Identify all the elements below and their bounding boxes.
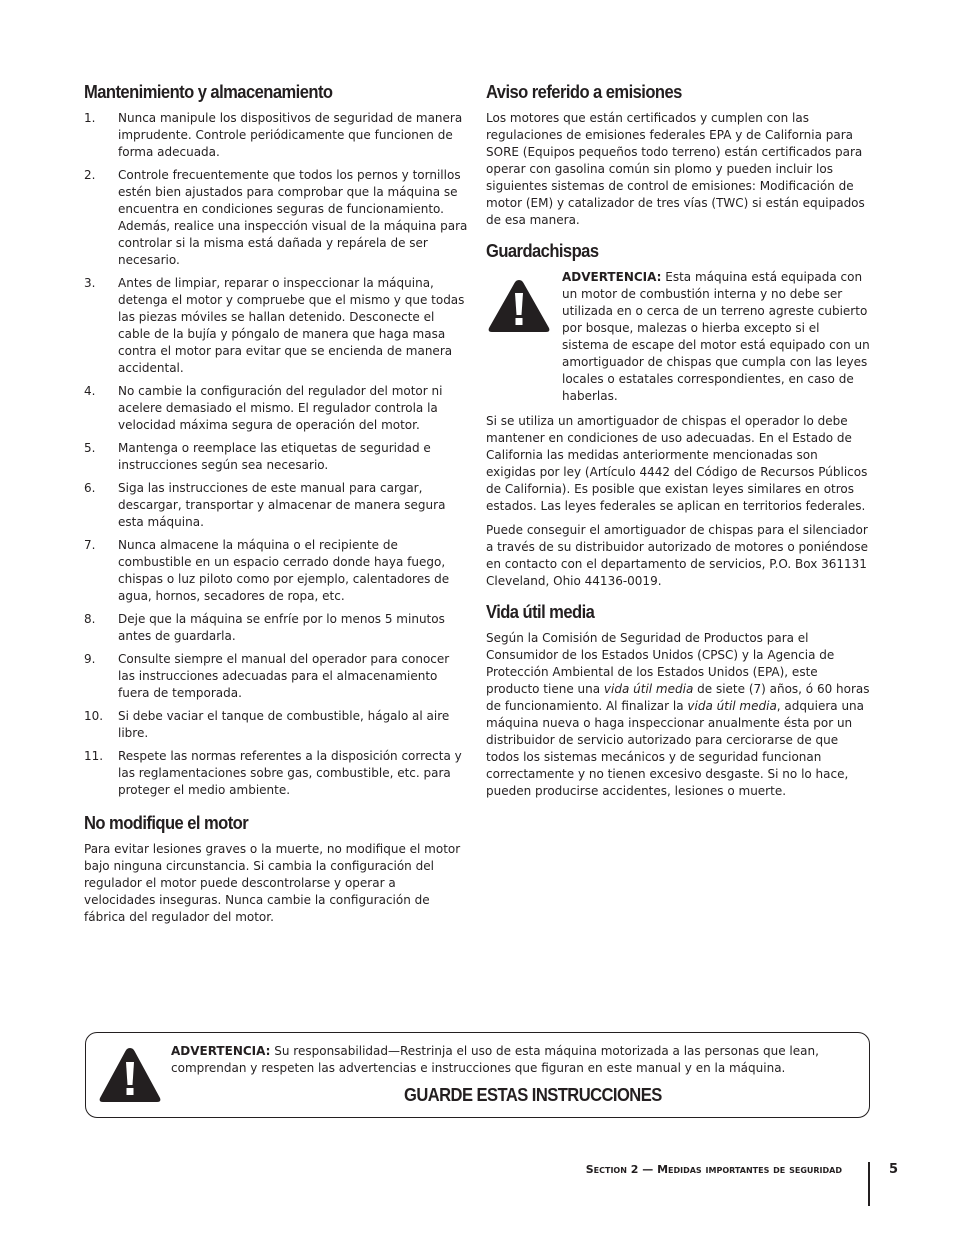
spark-warning-text: Esta máquina está equipada con un motor de combustión interna y no debe ser utilizada en o cerca de un terreno agreste cubierto por bosque, malezas o hierba excepto si el sistema de escape del motor está equipado con un amortiguador de chispas que cumpla con las leyes locales o estatales correspondientes, en caso de haberlas. <box>562 270 870 403</box>
list-item-text: Siga las instrucciones de este manual para cargar, descargar, transportar y almacenar de manera segura esta máquina. <box>118 481 446 529</box>
list-item <box>84 537 468 605</box>
maintenance-heading: Mantenimiento y almacenamiento <box>84 82 333 102</box>
list-item-number: 8. <box>84 612 96 626</box>
list-item-number: 2. <box>84 168 96 182</box>
page-number: 5 <box>889 1162 899 1177</box>
list-item <box>84 275 468 377</box>
list-item-number: 5. <box>84 441 96 455</box>
list-item <box>84 480 468 531</box>
useful-life-text-a: Según la Comisión de Seguridad de Productos para el Consumidor de los Estados Unidos (CPSC) y la Agencia de Protección Ambiental de los Estados Unidos (EPA), este producto tiene una <box>486 631 835 696</box>
useful-life-heading: Vida útil media <box>486 602 595 622</box>
list-item <box>84 110 468 161</box>
list-item-text: Si debe vaciar el tanque de combustible, hágalo al aire libre. <box>118 709 450 740</box>
useful-life-text-c: , adquiera una máquina nueva o haga inspeccionar anualmente ésta por un distribuidor de servicio autorizado para cerciorarse de que todos los sistemas mecánicos y de seguridad funcionan correctamente y no tienen excesivo desgaste. Si no lo hace, pueden producirse accidentes, lesiones o muerte. <box>486 699 865 798</box>
list-item-text: Controle frecuentemente que todos los pernos y tornillos estén bien ajustados para comprobar que la máquina se encuentra en condiciones seguras de funcionamiento. Además, realice una inspección visual de la máquina para controlar si la misma está dañada y repárela de ser necesario. <box>118 168 468 267</box>
warning-body: Su responsabilidad—Restrinja el uso de esta máquina motorizada a las personas que lean, comprendan y respeten las advertencias e instrucciones que figuran en este manual y en la máquina. <box>171 1044 819 1075</box>
list-item <box>84 651 468 702</box>
emissions-heading: Aviso referido a emisiones <box>486 82 682 102</box>
warning-triangle-icon <box>486 277 552 335</box>
no-modify-heading: No modifique el motor <box>84 813 249 833</box>
useful-life-emphasis-1: vida útil media <box>603 682 694 696</box>
list-item-number: 10. <box>84 709 104 723</box>
list-item-text: Mantenga o reemplace las etiquetas de seguridad e instrucciones según sea necesario. <box>118 441 431 472</box>
warning-label: ADVERTENCIA: <box>171 1044 271 1058</box>
list-item-number: 7. <box>84 538 96 552</box>
list-item-text: Antes de limpiar, reparar o inspeccionar la máquina, detenga el motor y compruebe que el mismo y que todas las piezas móviles se hallan detenido. Desconecte el cable de la bujía y póngalo de manera que haga masa contra el motor para evitar que se encienda de manera accidental. <box>118 276 465 375</box>
list-item <box>84 611 468 645</box>
responsibility-warning-text <box>171 1043 851 1077</box>
spark-paragraph-2: Puede conseguir el amortiguador de chispas para el silenciador a través de su distribuidor autorizado de motores o poniéndose en contacto con el departamento de servicios, P.O. Box 361131 Cleveland, Ohio 44136-0019. <box>486 523 868 588</box>
list-item <box>84 383 468 434</box>
useful-life-text-b: de siete (7) años, ó 60 horas de funcionamiento. Al finalizar la <box>486 682 870 713</box>
list-item-text: Respete las normas referentes a la disposición correcta y las reglamentaciones sobre gas, combustible, etc. para proteger el medio ambiente. <box>118 749 462 797</box>
section-footer: Section 2 — Medidas importantes de seguridad <box>585 1163 842 1176</box>
list-item-number: 11. <box>84 749 104 763</box>
no-modify-paragraph: Para evitar lesiones graves o la muerte, no modifique el motor bajo ninguna circunstancia. Si cambia la configuración del regulador el motor puede descontrolarse y operar a velocidades inseguras. Nunca cambie la configuración de fábrica del regulador del motor. <box>84 842 461 924</box>
spark-warning-label: ADVERTENCIA: <box>562 270 662 284</box>
list-item <box>84 708 468 742</box>
keep-instructions-heading: GUARDE ESTAS INSTRUCCIONES <box>404 1085 662 1105</box>
useful-life-paragraph <box>486 630 870 800</box>
list-item-number: 1. <box>84 111 96 125</box>
list-item-number: 4. <box>84 384 96 398</box>
emissions-paragraph: Los motores que están certificados y cumplen con las regulaciones de emisiones federales EPA y de California para SORE (Equipos pequeños todo terreno) están certificados para operar con gasolina común sin plomo y pueden incluir los siguientes sistemas de control de emisiones: Modificación de motor (EM) y catalizador de tres vías (TWC) si están equipados de esa manera. <box>486 111 865 227</box>
maintenance-list <box>84 110 468 799</box>
list-item <box>84 748 468 799</box>
list-item-text: No cambie la configuración del regulador del motor ni acelere demasiado el mismo. El regulador controla la velocidad máxima segura de operación del motor. <box>118 384 443 432</box>
list-item <box>84 440 468 474</box>
list-item-number: 9. <box>84 652 96 666</box>
list-item-text: Nunca manipule los dispositivos de seguridad de manera imprudente. Controle periódicamente que funcionen de forma adecuada. <box>118 111 463 159</box>
left-column <box>84 80 468 933</box>
responsibility-warning-box <box>85 1032 870 1118</box>
useful-life-emphasis-2: vida útil media <box>687 699 777 713</box>
list-item-number: 6. <box>84 481 96 495</box>
list-item-text: Deje que la máquina se enfríe por lo menos 5 minutos antes de guardarla. <box>118 612 445 643</box>
spark-paragraph-1: Si se utiliza un amortiguador de chispas el operador lo debe mantener en condiciones de uso adecuadas. En el Estado de California las medidas anteriormente mencionadas son exigidas por ley (Artículo 4442 del Código de Recursos Públicos de California). Es posible que existan leyes similares en otros estados. Las leyes federales se aplican en territorios federales. <box>486 414 868 513</box>
right-column <box>486 80 870 807</box>
warning-triangle-icon <box>97 1045 163 1105</box>
list-item <box>84 167 468 269</box>
list-item-text: Nunca almacene la máquina o el recipiente de combustible en un espacio cerrado donde haya fuego, chispas o luz piloto como por ejemplo, calentadores de agua, hornos, secadores de ropa, etc. <box>118 538 450 603</box>
footer-divider <box>868 1162 870 1206</box>
list-item-number: 3. <box>84 276 96 290</box>
list-item-text: Consulte siempre el manual del operador para conocer las instrucciones adecuadas para el almacenamiento fuera de temporada. <box>118 652 450 700</box>
spark-warning-block <box>486 269 870 405</box>
spark-arrester-heading: Guardachispas <box>486 241 599 261</box>
